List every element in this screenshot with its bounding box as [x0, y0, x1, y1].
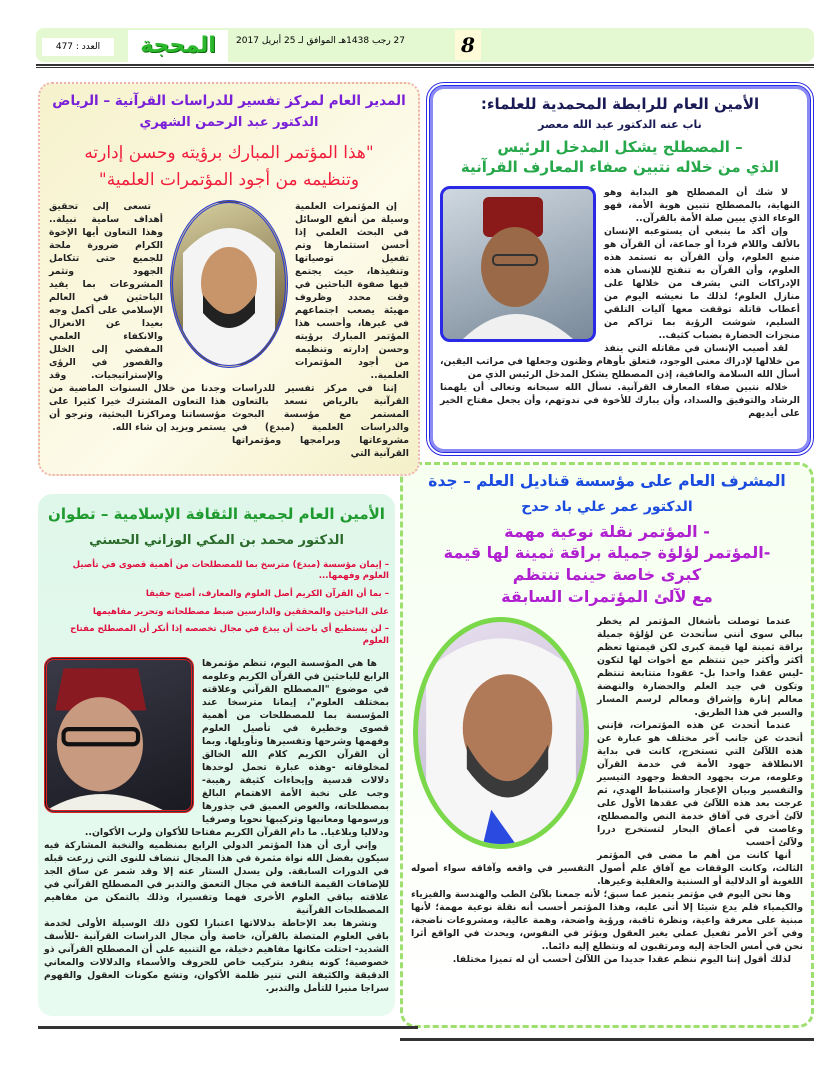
- paragraph: إن المؤتمرات العلمية وسيلة من أنفع الوسائل في البحث العلمي إذا أحسن استثمارها وتم تفعيل توصياتها وتنفيذها، حيث يجتمع فيها صفوة الباحثين في وقت محدد وظروف مهيئة يصعب اجتماعهم في غيرها، وأحسب هذا المؤتمر المبارك برؤيته وحسن إدارته وتنظيمه من أجود المؤتمرات العلمية..: [295, 200, 409, 381]
- portrait-photo: [440, 186, 596, 342]
- article-top-left: [38, 82, 420, 476]
- paragraph: لقد أصيب الإنسان في مقاتله التي ينفذ من خلالها لإدراك معنى الوجود، فتعلق بأوهام وظنون وجعلها في مراتب اليقين، أسأل الله السلامة والعافية، إذن المصطلح يشكل المدخل الرئيس الذي من: [440, 342, 800, 380]
- article-title: المدير العام لمركز تفسير للدراسات القرآنية – الرياض: [52, 93, 406, 109]
- page-number: 8: [455, 30, 481, 60]
- paragraph: وإني أرى أن هذا المؤتمر الدولي الرابع بمنظميه والنخبة المشاركة فيه سيكون بفضل الله نواة مثمرة في هذا المجال تنضاف للنوى التي زرعت قبله في الدورات السابقة. ولن يسدل الستار عنه إلا وقد شمر عن ساق الجد للإضافات القيمة النافعة في مجال التعمق والتدبر في المصطلح القرآني في علاقته بباقي العلوم الأخرى فهما وتفسيرا، وذلك بالتمكن من مفاهيم المصطلحات القرآنية: [44, 840, 389, 917]
- pull-quote: وتنظيمه من أجود المؤتمرات العلمية": [98, 169, 360, 190]
- article-headline: -المؤتمر لؤلؤة جميلة براقة ثمينة لها قيمة: [443, 543, 771, 563]
- article-title: الأمين العام لجمعية الثقافة الإسلامية – تطوان: [48, 505, 385, 523]
- paragraph: عندما أتحدث عن هذه المؤتمرات، فإنني أتحدث عن جانب آخر مختلف هو عبارة عن هذه اللآلئ التي تستخرج، كانت في بداية الانطلاقة جهود الأمة في خدمة القرآن وعلومه، مرت بجهود الحفظ وجهود التيسير والتفسير وبيان الإعجاز واستنباط الهدي، ثم عرجت بعد هذه اللآلئ في عقدها الأول على لآلئ أخرى في آفاق خدمة النص والمصطلح، وغاصت في أعماق البحار لتستخرج دررا ولآلئ أحسب: [597, 720, 803, 849]
- paragraph: خلاله نتبين صفاء المعارف القرآنية. نسأل الله سبحانه وتعالى أن يلهمنا الرشاد والتوفيق والسداد، وأن يبارك للأخوة في ندوتهم، وأن يجعل مفتاح الخير على أيديهم: [440, 381, 800, 419]
- header-divider: [36, 64, 814, 68]
- column-divider: [38, 1026, 418, 1029]
- article-headline: – المصطلح يشكل المدخل الرئيس: [497, 138, 743, 157]
- newspaper-logo: المحجة: [128, 30, 228, 62]
- paragraph: إننا في مركز تفسير للدراسات القرآنية بالرياض نسعد بالتعاون المستمر مع مؤسسة البحوث والدراسات العلمية (مبدع) في مشروعاتها وبرامجها ومؤتمراتها القرآنية التي: [232, 382, 409, 459]
- highlight-bullet: – إيمان مؤسسة (مبدع) مترسخ بما للمصطلحات من أهمية قصوى في تأصيل العلوم وفهمها...: [72, 559, 389, 582]
- highlight-bullet: – لن يستطيع أي باحث أن يبدع في مجال تخصصه إذا أنكر أن المصطلح مفتاح العلوم: [70, 624, 389, 646]
- article-headline: الذي من خلاله نتبين صفاء المعارف القرآنية: [460, 158, 780, 177]
- article-body: [440, 186, 800, 420]
- paragraph: ها هي المؤسسة اليوم، تنظم مؤتمرها الرابع للباحثين في القرآن الكريم وعلومه في موضوع "المصطلح القرآني وعلاقته بمختلف العلوم"، إيمانا مترسخا عند المؤسسة بما للمصطلحات من أهمية قصوى وخطيرة في تأصيل العلوم وفهمها وشرحها وتفسيرها وتأويلها. وبما أن القرآن الكريم كلام الله الخالق لمخلوقاته -وهذه عبارة تحمل لوحدها دلالات قدسية وإيحاءات كثيفة رهيبة- وجب على نخبة الأمة الاهتمام البالغ بمصطلحاته، والغوص العميق في جذورها ورسومها ومعانيها وتركيبها نحويا وصرفيا ودلاليا وبلاغيا.. ما دام القرآن الكريم مفتاحا للأكوان ولرب الأكوان..: [84, 658, 389, 839]
- paragraph: تسعى إلى تحقيق أهداف سامية نبيلة.. وهذا التعاون أيها الإخوة الكرام ضرورة ملحة للجميع حتى تتكامل الجهود وتثمر المشروعات بما يفيد الباحثين في العالم الإسلامي على أكمل وجه بعيدا عن الانعزال والانكفاء العلمي المفضي إلى الخلل والقصور في الرؤى والإستراتيجيات. وقد وجدنا من خلال السنوات الماضية من هذا التعاون المشترك خيرا كثيرا على مؤسساتنا ومراكزنا البحثية، ونرجو أن يستمر ويزيد إن شاء الله.: [49, 200, 226, 433]
- portrait-photo: [413, 617, 589, 849]
- article-title: المشرف العام على مؤسسة قناديل العلم – جدة: [428, 472, 786, 490]
- portrait-photo: [44, 657, 194, 813]
- article-headline: كبرى خاصة حينما تنتظم: [512, 565, 702, 584]
- issue-number: العدد : 477: [42, 38, 114, 56]
- article-author: الدكتور عبد الرحمن الشهري: [139, 115, 319, 131]
- article-author: ناب عنه الدكتور عبد الله معصر: [538, 118, 702, 132]
- paragraph: لا شك أن المصطلح هو البداية وهو النهاية، بالمصطلح تتبين هوية الأمة، فهو الوعاء الذي يبين صلة الأمة بالقرآن..: [604, 186, 800, 224]
- paragraph: أنها كانت من أهم ما مضى في المؤتمر الثالث، وكانت الوقفات مع آفاق علم أصول التفسير في واقعه وآفاقه سواء أصوله اللغوية أو الدلالية أو السننية والعقلية وغيرها.: [411, 850, 803, 888]
- portrait-photo: [170, 200, 288, 368]
- article-top-right: [426, 82, 814, 456]
- paragraph: وإن أكد ما ينبغي أن يستوعبه الإنسان بالألف واللام فردا أو جماعة، أن القرآن هو منبع العلوم، وأن القرآن به تستمد هذه العلوم، وأن القرآن به تنفتح للإنسان هذه الإدراكات التي يشرف من خلالها على منازل العلوم؛ لذلك ما نعيشه اليوم من أعطاب قاتلة توقفت معها آليات التلقي السليم، شوشت الرؤية بما تراكم من منجزات الحضارة بضباب كثيف..: [604, 225, 800, 341]
- paragraph: ونشرها بعد الإحاطة بدلالاتها اعتبارا لكون ذلك الوسيلة الأولى لخدمة باقي العلوم المتصلة بالقرآن، خاصة وأن مجال الدراسات القرآنية -للأسف الشديد- احتلت مكانها مفاهيم دخيلة، مع التنبيه على أن المصطلح القرآني ذو خصوصية؛ كونه ينفرد بتركيب خاص للحروف والأسماء والدلالات والمعاني الدقيقة والكثيفة التي تنير ظلمة الأكوان، وتشع مكونات العقول والفهوم سراجا منيرا للتأمل والتدبر.: [44, 918, 389, 995]
- issue-date: 27 رجب 1438هـ الموافق لـ 25 أبريل 2017: [236, 36, 405, 46]
- pull-quote: "هذا المؤتمر المبارك برؤيته وحسن إدارته: [84, 142, 374, 163]
- right-column: [400, 82, 814, 1041]
- highlight-bullet: – بما أن القرآن الكريم أصل العلوم والمعارف، أصبح حقيقا: [145, 588, 389, 599]
- article-body: [411, 615, 803, 966]
- article-title: الأمين العام للرابطة المحمدية للعلماء:: [480, 95, 760, 113]
- paragraph: لذلك أقول إننا اليوم ننظم عقدا جديدا من اللآلئ أحسب أن له تميزا مختلفا.: [452, 954, 791, 966]
- article-body: [44, 657, 389, 995]
- article-headline: - المؤتمر نقلة نوعية مهمة: [504, 521, 710, 541]
- article-author: الدكتور محمد بن المكي الوزاني الحسني: [89, 533, 344, 549]
- paragraph: عندما توصلت بأشغال المؤتمر لم يخطر ببالي سوى أنني سأتحدث عن لؤلؤة جميلة براقة ثمينة لها قيمة كبرى لكن قيمتها تعظم أكثر وأكثر حين تنتظم مع أخوات لها لتكون -ليس عقدا واحدا بل- عقودا متتابعة تنتظم وتكون في جيد العلم والحضارة والنهضة معالم إنارة وإشراق ومعالم لرسم المسار والسير في هذا الطريق.: [597, 616, 803, 719]
- article-bottom-right: [400, 462, 814, 1028]
- left-column: [38, 82, 420, 1029]
- article-author: الدكتور عمر علي باد حدح: [521, 498, 693, 515]
- highlight-bullet: على الباحثين والمحققين والدارسين ضبط مصطلحاته وتحرير مفاهيمها: [92, 606, 389, 617]
- article-body: [46, 200, 412, 460]
- article-headline: مع لآلئ المؤتمرات السابقة: [501, 586, 713, 606]
- paragraph: وها نحن اليوم في مؤتمر يتميز عما سبق؛ لأنه جمعنا بلآلئ الطب والهندسة والفيزياء والكيمياء فلم يدع شيئا إلا أتى عليه، وهذا المؤتمر أحسب أنه نقلة نوعية مهمة؛ لأنها مبنية على معرفة واعية، ونظرة ثاقبة، ورؤية واضحة، وهمة عالية، ومشروعات ناضجة، وفي آخر الأمر تفعيل عملي يغير العقول ويؤثر في النفوس، ويحدث في الواقع أثرا نحن في أمس الحاجة إليه ومرتقبون له ونتطلع إليه دائما..: [411, 889, 803, 953]
- column-divider: [400, 1038, 814, 1041]
- article-bottom-left: [38, 494, 395, 1016]
